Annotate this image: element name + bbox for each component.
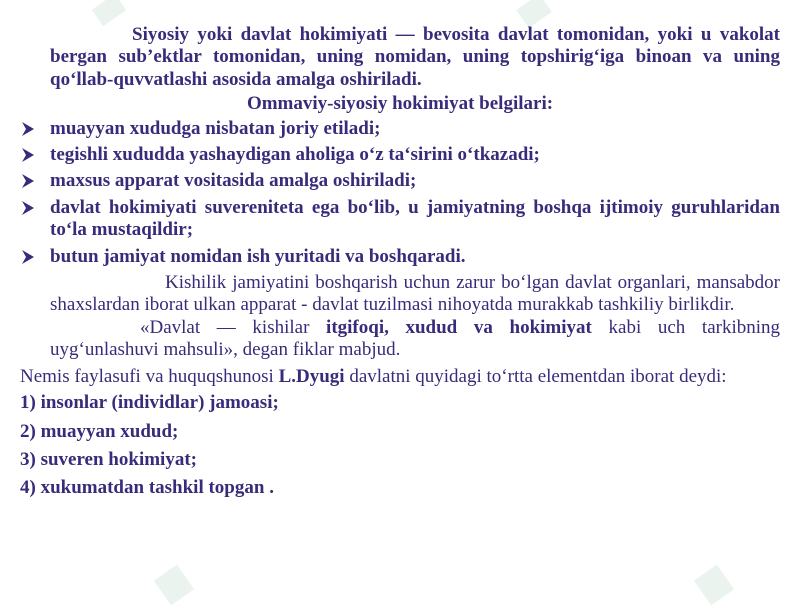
dyugi-text-after: davlatni quyidagi to‘rtta elementdan iborat deydi: [344,365,727,387]
list-item [20,144,780,166]
arrow-bullet-icon [20,121,36,137]
features-list [20,118,780,268]
list-item [20,118,780,140]
element-item-3: 3) suveren hokimiyat; [20,448,197,470]
arrow-bullet-icon [20,173,36,189]
list-item [20,170,780,192]
quote-paragraph [20,317,780,362]
quote-text-after: kabi uch tarkibning uyg‘unlashuvi mahsuli», degan fiklar mabjud. [50,316,781,361]
intro-paragraph: Siyosiy yoki davlat hokimiyati — bevosita davlat tomonidan, yoki u vakolat bergan sub’ektlar tomonidan, uning nomidan, uning topshirig‘iga binoan va uning qo‘llab-quvvatlashi asosida amalga oshiriladi. [50,24,780,90]
quote-text-before: «Davlat — kishilar [140,316,327,338]
list-item-text: muayyan xududga nisbatan joriy etiladi; [50,117,381,139]
element-item-1: 1) insonlar (individlar) jamoasi; [20,392,279,414]
list-item-text: butun jamiyat nomidan ish yuritadi va boshqaradi. [50,245,466,267]
document-page [20,24,780,506]
apparatus-paragraph: Kishilik jamiyatini boshqarish uchun zarur bo‘lgan davlat organlari, mansabdor shaxslardan iborat ulkan apparat - davlat tuzilmasi nihoyatda murakkab tashkiliy birlikdir. [50,272,780,316]
section-heading: Ommaviy-siyosiy hokimiyat belgilari: [246,93,554,115]
arrow-bullet-icon [20,249,36,265]
arrow-bullet-icon [20,147,36,163]
list-item-text: maxsus apparat vositasida amalga oshiriladi; [50,170,417,192]
dyugi-paragraph [20,366,780,388]
element-item-4: 4) xukumatdan tashkil topgan . [20,477,274,499]
arrow-bullet-icon [20,200,36,216]
list-item [20,197,780,242]
list-item-text: davlat hokimiyati suvereniteta ega bo‘lib, u jamiyatning boshqa ijtimoiy guruhlaridan to‘la mustaqildir; [50,196,780,241]
quote-text-bold: itgifoqi, xudud va hokimiyat [326,316,592,338]
list-item-text: tegishli xududda yashaydigan aholiga o‘z ta‘sirini o‘tkazadi; [50,144,540,166]
list-item [20,246,780,268]
dyugi-name: L.Dyugi [278,365,345,387]
element-item-2: 2) muayyan xudud; [20,420,179,442]
dyugi-text-before: Nemis faylasufi va huquqshunosi [20,365,279,387]
